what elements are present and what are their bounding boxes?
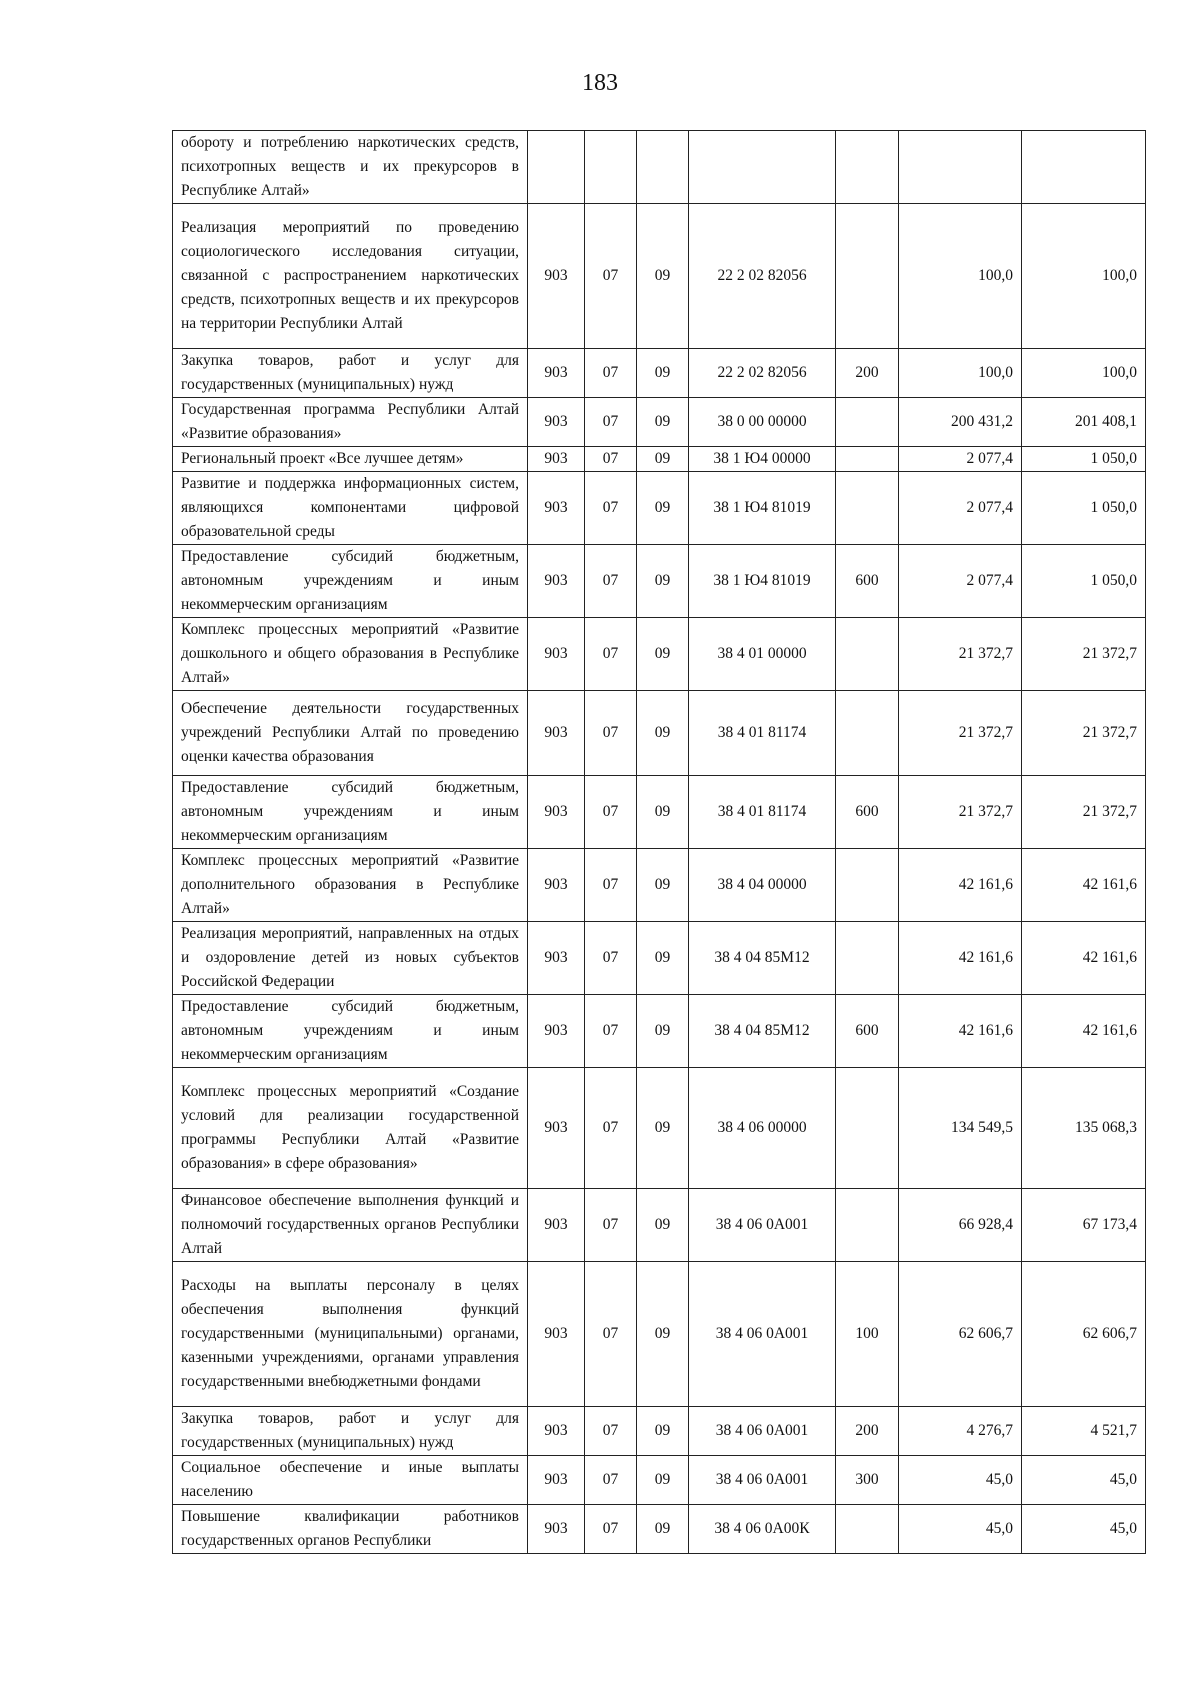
cell-sum-1: 2 077,4: [899, 545, 1022, 618]
cell-csr: 38 1 Ю4 00000: [689, 447, 836, 472]
cell-vr: 200: [836, 349, 899, 398]
cell-sum-1: 42 161,6: [899, 995, 1022, 1068]
cell-rz: 07: [585, 1407, 637, 1456]
cell-pr: [637, 131, 689, 204]
table-row: [173, 849, 1146, 922]
cell-pr: 09: [637, 1456, 689, 1505]
cell-sum-1: 21 372,7: [899, 618, 1022, 691]
cell-rz: 07: [585, 1262, 637, 1407]
cell-sum-2: 45,0: [1022, 1456, 1146, 1505]
cell-rz: 07: [585, 204, 637, 349]
cell-pr: 09: [637, 447, 689, 472]
cell-csr: [689, 131, 836, 204]
cell-vr: 300: [836, 1456, 899, 1505]
cell-csr: 38 4 01 81174: [689, 776, 836, 849]
cell-ved: 903: [528, 1068, 585, 1189]
cell-pr: 09: [637, 995, 689, 1068]
table-row: [173, 447, 1146, 472]
cell-vr: 600: [836, 545, 899, 618]
cell-ved: [528, 131, 585, 204]
cell-rz: 07: [585, 776, 637, 849]
cell-vr: [836, 1189, 899, 1262]
cell-rz: 07: [585, 398, 637, 447]
cell-rz: 07: [585, 349, 637, 398]
cell-csr: 38 0 00 00000: [689, 398, 836, 447]
cell-csr: 38 4 01 00000: [689, 618, 836, 691]
cell-sum-1: 2 077,4: [899, 447, 1022, 472]
table-row: [173, 776, 1146, 849]
cell-sum-2: 201 408,1: [1022, 398, 1146, 447]
cell-sum-1: 45,0: [899, 1456, 1022, 1505]
cell-sum-2: 42 161,6: [1022, 849, 1146, 922]
cell-name: Предоставление субсидий бюджетным, автономным учреждениям и иным некоммерческим организациям: [173, 776, 528, 849]
cell-csr: 38 4 04 00000: [689, 849, 836, 922]
cell-sum-1: 42 161,6: [899, 849, 1022, 922]
cell-ved: 903: [528, 1407, 585, 1456]
cell-sum-2: 135 068,3: [1022, 1068, 1146, 1189]
cell-name: Обеспечение деятельности государственных учреждений Республики Алтай по проведению оценки качества образования: [173, 691, 528, 776]
cell-vr: [836, 922, 899, 995]
table-row: [173, 922, 1146, 995]
cell-rz: 07: [585, 1068, 637, 1189]
cell-pr: 09: [637, 398, 689, 447]
cell-ved: 903: [528, 618, 585, 691]
cell-rz: 07: [585, 472, 637, 545]
table-row: [173, 204, 1146, 349]
cell-csr: 38 1 Ю4 81019: [689, 545, 836, 618]
cell-pr: 09: [637, 472, 689, 545]
cell-sum-2: 100,0: [1022, 349, 1146, 398]
cell-sum-2: 1 050,0: [1022, 472, 1146, 545]
cell-sum-2: 4 521,7: [1022, 1407, 1146, 1456]
cell-pr: 09: [637, 849, 689, 922]
cell-name: Предоставление субсидий бюджетным, автономным учреждениям и иным некоммерческим организациям: [173, 995, 528, 1068]
cell-ved: 903: [528, 447, 585, 472]
table-row: [173, 691, 1146, 776]
cell-vr: [836, 691, 899, 776]
cell-ved: 903: [528, 776, 585, 849]
cell-vr: [836, 447, 899, 472]
cell-sum-2: 1 050,0: [1022, 545, 1146, 618]
cell-ved: 903: [528, 1262, 585, 1407]
cell-sum-2: 1 050,0: [1022, 447, 1146, 472]
cell-csr: 38 4 01 81174: [689, 691, 836, 776]
cell-pr: 09: [637, 776, 689, 849]
cell-sum-1: 45,0: [899, 1505, 1022, 1554]
table-row: [173, 131, 1146, 204]
cell-pr: 09: [637, 1407, 689, 1456]
cell-sum-2: 21 372,7: [1022, 776, 1146, 849]
cell-name: Комплекс процессных мероприятий «Развитие дошкольного и общего образования в Республике Алтай»: [173, 618, 528, 691]
cell-rz: 07: [585, 691, 637, 776]
cell-pr: 09: [637, 545, 689, 618]
cell-csr: 38 4 06 0А001: [689, 1407, 836, 1456]
cell-sum-2: 67 173,4: [1022, 1189, 1146, 1262]
table-row: [173, 1189, 1146, 1262]
cell-csr: 38 4 04 85М12: [689, 922, 836, 995]
cell-vr: 600: [836, 776, 899, 849]
cell-sum-1: 100,0: [899, 349, 1022, 398]
cell-vr: [836, 1505, 899, 1554]
cell-csr: 38 4 06 0А001: [689, 1189, 836, 1262]
cell-ved: 903: [528, 995, 585, 1068]
cell-name: Закупка товаров, работ и услуг для государственных (муниципальных) нужд: [173, 349, 528, 398]
cell-vr: [836, 398, 899, 447]
cell-rz: 07: [585, 1456, 637, 1505]
cell-sum-2: [1022, 131, 1146, 204]
cell-sum-1: 42 161,6: [899, 922, 1022, 995]
cell-name: Комплекс процессных мероприятий «Создание условий для реализации государственной программы Республики Алтай «Развитие образования» в сфере образования»: [173, 1068, 528, 1189]
cell-sum-1: 2 077,4: [899, 472, 1022, 545]
cell-pr: 09: [637, 1505, 689, 1554]
cell-name: Развитие и поддержка информационных систем, являющихся компонентами цифровой образовательной среды: [173, 472, 528, 545]
cell-rz: 07: [585, 995, 637, 1068]
cell-csr: 22 2 02 82056: [689, 204, 836, 349]
table-row: [173, 1456, 1146, 1505]
cell-ved: 903: [528, 1456, 585, 1505]
cell-csr: 22 2 02 82056: [689, 349, 836, 398]
cell-sum-1: [899, 131, 1022, 204]
cell-name: Реализация мероприятий по проведению социологического исследования ситуации, связанной с распространением наркотических средств, психотропных веществ и их прекурсоров на территории Республики Алтай: [173, 204, 528, 349]
cell-pr: 09: [637, 349, 689, 398]
cell-vr: 600: [836, 995, 899, 1068]
cell-pr: 09: [637, 922, 689, 995]
cell-name: Предоставление субсидий бюджетным, автономным учреждениям и иным некоммерческим организациям: [173, 545, 528, 618]
cell-sum-1: 62 606,7: [899, 1262, 1022, 1407]
table-row: [173, 1407, 1146, 1456]
cell-name: Государственная программа Республики Алтай «Развитие образования»: [173, 398, 528, 447]
cell-sum-2: 21 372,7: [1022, 691, 1146, 776]
cell-rz: [585, 131, 637, 204]
table-row: [173, 1505, 1146, 1554]
table-row: [173, 545, 1146, 618]
cell-ved: 903: [528, 545, 585, 618]
cell-rz: 07: [585, 545, 637, 618]
cell-sum-1: 21 372,7: [899, 776, 1022, 849]
cell-sum-1: 134 549,5: [899, 1068, 1022, 1189]
cell-vr: 200: [836, 1407, 899, 1456]
cell-rz: 07: [585, 447, 637, 472]
cell-sum-2: 21 372,7: [1022, 618, 1146, 691]
cell-pr: 09: [637, 618, 689, 691]
cell-sum-2: 100,0: [1022, 204, 1146, 349]
cell-rz: 07: [585, 1505, 637, 1554]
cell-name: Расходы на выплаты персоналу в целях обеспечения выполнения функций государственными (муниципальными) органами, казенными учреждениями, органами управления государственными внебюджетными фондами: [173, 1262, 528, 1407]
cell-ved: 903: [528, 691, 585, 776]
cell-rz: 07: [585, 922, 637, 995]
cell-sum-1: 21 372,7: [899, 691, 1022, 776]
cell-rz: 07: [585, 849, 637, 922]
cell-sum-1: 200 431,2: [899, 398, 1022, 447]
cell-pr: 09: [637, 204, 689, 349]
table-row: [173, 349, 1146, 398]
cell-pr: 09: [637, 1189, 689, 1262]
cell-sum-1: 4 276,7: [899, 1407, 1022, 1456]
budget-table: [172, 130, 1146, 1554]
cell-ved: 903: [528, 1505, 585, 1554]
table-row: [173, 995, 1146, 1068]
cell-vr: [836, 204, 899, 349]
cell-ved: 903: [528, 922, 585, 995]
cell-vr: [836, 618, 899, 691]
cell-ved: 903: [528, 398, 585, 447]
cell-name: обороту и потреблению наркотических средств, психотропных веществ и их прекурсоров в Республике Алтай»: [173, 131, 528, 204]
cell-csr: 38 1 Ю4 81019: [689, 472, 836, 545]
cell-ved: 903: [528, 1189, 585, 1262]
cell-vr: [836, 849, 899, 922]
cell-name: Повышение квалификации работников государственных органов Республики: [173, 1505, 528, 1554]
table-row: [173, 1068, 1146, 1189]
cell-sum-1: 66 928,4: [899, 1189, 1022, 1262]
cell-csr: 38 4 06 0А00К: [689, 1505, 836, 1554]
table-row: [173, 472, 1146, 545]
cell-csr: 38 4 04 85М12: [689, 995, 836, 1068]
cell-name: Комплекс процессных мероприятий «Развитие дополнительного образования в Республике Алтай»: [173, 849, 528, 922]
cell-sum-2: 45,0: [1022, 1505, 1146, 1554]
cell-vr: 100: [836, 1262, 899, 1407]
cell-ved: 903: [528, 472, 585, 545]
cell-sum-1: 100,0: [899, 204, 1022, 349]
cell-csr: 38 4 06 0А001: [689, 1262, 836, 1407]
cell-name: Региональный проект «Все лучшее детям»: [173, 447, 528, 472]
cell-ved: 903: [528, 204, 585, 349]
cell-vr: [836, 131, 899, 204]
table-row: [173, 1262, 1146, 1407]
page-number: 183: [582, 70, 618, 96]
cell-sum-2: 62 606,7: [1022, 1262, 1146, 1407]
cell-name: Реализация мероприятий, направленных на отдых и оздоровление детей из новых субъектов Российской Федерации: [173, 922, 528, 995]
cell-rz: 07: [585, 618, 637, 691]
cell-pr: 09: [637, 691, 689, 776]
table-row: [173, 618, 1146, 691]
cell-rz: 07: [585, 1189, 637, 1262]
cell-vr: [836, 1068, 899, 1189]
cell-ved: 903: [528, 849, 585, 922]
cell-name: Финансовое обеспечение выполнения функций и полномочий государственных органов Республики Алтай: [173, 1189, 528, 1262]
table-row: [173, 398, 1146, 447]
cell-ved: 903: [528, 349, 585, 398]
cell-csr: 38 4 06 0А001: [689, 1456, 836, 1505]
cell-pr: 09: [637, 1262, 689, 1407]
table-body: [173, 131, 1146, 1554]
cell-name: Закупка товаров, работ и услуг для государственных (муниципальных) нужд: [173, 1407, 528, 1456]
cell-name: Социальное обеспечение и иные выплаты населению: [173, 1456, 528, 1505]
cell-pr: 09: [637, 1068, 689, 1189]
cell-vr: [836, 472, 899, 545]
cell-sum-2: 42 161,6: [1022, 922, 1146, 995]
cell-csr: 38 4 06 00000: [689, 1068, 836, 1189]
cell-sum-2: 42 161,6: [1022, 995, 1146, 1068]
